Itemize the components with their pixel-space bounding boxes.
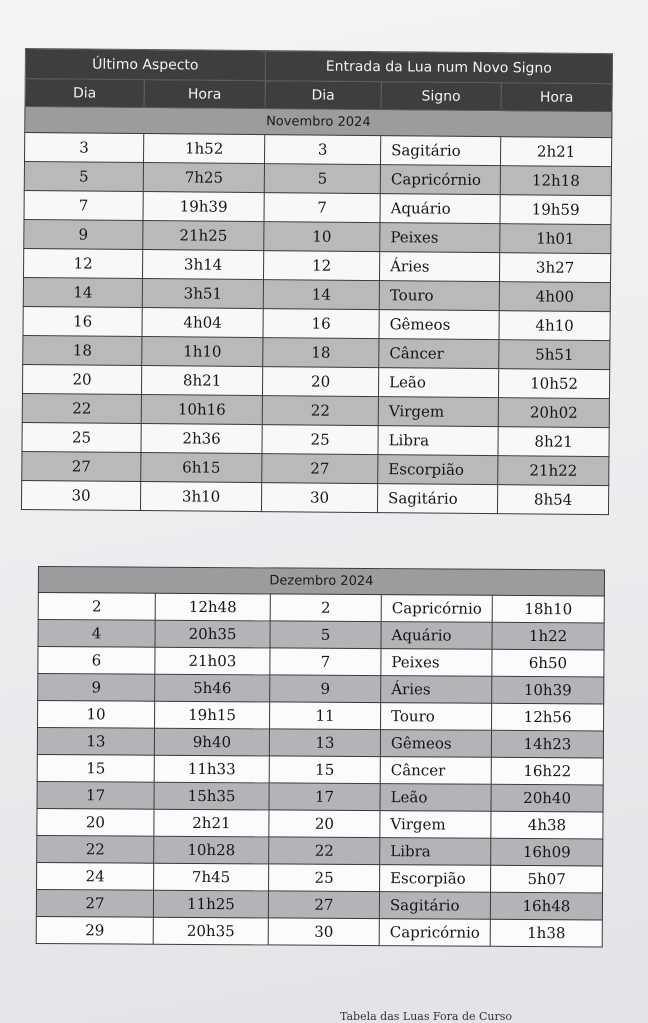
table-row [37, 754, 603, 784]
aspect-time-cell: 3h10 [140, 482, 261, 512]
aspect-time-cell: 4h04 [142, 308, 263, 338]
sign-cell: Aquário [381, 622, 492, 650]
december-rows [36, 593, 604, 947]
entry-time-cell: 4h00 [499, 282, 610, 312]
aspect-day-cell: 13 [37, 728, 154, 756]
entry-day-cell: 22 [269, 837, 380, 865]
entry-time-cell: 12h56 [492, 703, 604, 731]
entry-time-cell: 12h18 [500, 166, 611, 196]
entry-day-cell: 5 [270, 621, 381, 649]
aspect-day-cell: 18 [23, 335, 142, 365]
aspect-day-cell: 9 [38, 674, 155, 702]
entry-day-cell: 22 [262, 396, 378, 426]
aspect-day-cell: 20 [22, 364, 141, 394]
aspect-day-cell: 15 [37, 754, 154, 782]
aspect-day-cell: 30 [21, 480, 140, 510]
entry-time-cell: 19h59 [500, 195, 611, 225]
aspect-day-cell: 22 [22, 393, 141, 423]
aspect-time-cell: 6h15 [141, 453, 262, 483]
col-dia-header: Dia [25, 79, 144, 108]
sign-cell: Aquário [380, 194, 500, 224]
entry-time-cell: 10h52 [498, 369, 609, 399]
entry-day-cell: 27 [268, 891, 379, 919]
month-title: Dezembro 2024 [38, 567, 604, 596]
sign-cell: Sagitário [377, 484, 497, 514]
sign-cell: Escorpião [378, 455, 498, 485]
sign-cell: Virgem [380, 811, 491, 839]
aspect-time-cell: 11h33 [154, 755, 269, 783]
last-aspect-header: Último Aspecto [25, 49, 265, 81]
entry-day-cell: 10 [264, 222, 380, 252]
entry-time-cell: 8h21 [498, 427, 609, 457]
entry-day-cell: 30 [261, 483, 377, 513]
aspect-day-cell: 17 [37, 781, 154, 809]
entry-day-cell: 5 [264, 164, 380, 194]
aspect-time-cell: 3h51 [142, 279, 263, 309]
entry-time-cell: 20h40 [491, 784, 603, 812]
aspect-day-cell: 24 [37, 862, 154, 890]
table-row [37, 781, 603, 811]
aspect-day-cell: 22 [37, 835, 154, 863]
aspect-time-cell: 19h15 [155, 701, 270, 729]
table-row [38, 620, 604, 650]
entry-time-cell: 18h10 [492, 595, 604, 623]
col-hora-header: Hora [144, 80, 265, 109]
entry-day-cell: 7 [270, 648, 381, 676]
aspect-time-cell: 15h35 [154, 782, 269, 810]
table-row [38, 674, 604, 704]
entry-day-cell: 25 [262, 425, 378, 455]
aspect-day-cell: 12 [23, 248, 142, 278]
entry-time-cell: 5h51 [499, 340, 610, 370]
entry-day-cell: 9 [270, 675, 381, 703]
sign-cell: Libra [380, 838, 491, 866]
sign-cell: Capricórnio [381, 595, 492, 623]
entry-day-cell: 20 [269, 810, 380, 838]
entry-day-cell: 20 [262, 367, 378, 397]
entry-day-cell: 3 [265, 135, 381, 165]
table-row [37, 808, 603, 838]
entry-time-cell: 16h22 [491, 757, 603, 785]
november-table [21, 48, 613, 515]
entry-day-cell: 16 [263, 309, 379, 339]
aspect-day-cell: 27 [22, 451, 141, 481]
aspect-day-cell: 20 [37, 808, 154, 836]
table-row [36, 889, 602, 919]
aspect-day-cell: 25 [22, 422, 141, 452]
entry-time-cell: 3h27 [499, 253, 610, 283]
entry-day-cell: 30 [268, 918, 379, 946]
entry-time-cell: 1h22 [492, 622, 604, 650]
table-row [38, 701, 604, 731]
sign-cell: Câncer [380, 757, 491, 785]
entry-time-cell: 21h22 [498, 456, 609, 486]
entry-time-cell: 16h09 [491, 838, 603, 866]
moon-entry-header: Entrada da Lua num Novo Signo [265, 51, 612, 84]
entry-time-cell: 16h48 [490, 892, 602, 920]
aspect-time-cell: 7h45 [154, 863, 269, 891]
sign-cell: Libra [378, 426, 498, 456]
entry-time-cell: 8h54 [497, 485, 608, 515]
aspect-time-cell: 2h21 [154, 809, 269, 837]
aspect-time-cell: 9h40 [154, 728, 269, 756]
aspect-day-cell: 10 [38, 701, 155, 729]
aspect-day-cell: 4 [38, 620, 155, 648]
entry-time-cell: 2h21 [501, 137, 612, 167]
entry-time-cell: 6h50 [492, 649, 604, 677]
table-row [37, 835, 603, 865]
sign-cell: Peixes [381, 649, 492, 677]
col-signo-header: Signo [381, 82, 501, 111]
sign-cell: Leão [380, 784, 491, 812]
aspect-time-cell: 3h14 [142, 250, 263, 280]
sign-cell: Escorpião [380, 865, 491, 893]
sign-cell: Sagitário [381, 136, 501, 166]
aspect-day-cell: 27 [36, 889, 153, 917]
sign-cell: Virgem [378, 397, 498, 427]
november-rows [21, 133, 611, 515]
entry-day-cell: 11 [270, 702, 381, 730]
entry-time-cell: 20h02 [498, 398, 609, 428]
sign-cell: Gêmeos [380, 730, 491, 758]
entry-day-cell: 15 [269, 756, 380, 784]
aspect-day-cell: 2 [38, 593, 155, 621]
aspect-day-cell: 16 [23, 306, 142, 336]
entry-day-cell: 14 [263, 280, 379, 310]
month-title: Novembro 2024 [25, 107, 612, 138]
aspect-day-cell: 9 [24, 219, 143, 249]
table-row [37, 728, 603, 758]
entry-day-cell: 2 [270, 594, 381, 622]
col-dia-header: Dia [265, 81, 381, 110]
aspect-time-cell: 1h52 [144, 134, 265, 164]
page-footer-caption: Tabela das Luas Fora de Curso [340, 1010, 513, 1023]
table-row [37, 862, 603, 892]
aspect-day-cell: 29 [36, 916, 153, 944]
entry-time-cell: 14h23 [491, 730, 603, 758]
sign-cell: Leão [378, 368, 498, 398]
month-row [38, 567, 604, 596]
aspect-time-cell: 1h10 [142, 337, 263, 367]
entry-day-cell: 12 [264, 251, 380, 281]
aspect-time-cell: 11h25 [153, 890, 268, 918]
aspect-time-cell: 8h21 [141, 366, 262, 396]
aspect-time-cell: 7h25 [143, 163, 264, 193]
sign-cell: Câncer [379, 339, 499, 369]
sign-cell: Capricórnio [379, 919, 490, 947]
entry-time-cell: 10h39 [492, 676, 604, 704]
aspect-time-cell: 10h28 [154, 836, 269, 864]
sign-cell: Áries [379, 252, 499, 282]
entry-time-cell: 4h10 [499, 311, 610, 341]
table-row [36, 916, 602, 946]
aspect-time-cell: 19h39 [143, 192, 264, 222]
sign-cell: Touro [381, 703, 492, 731]
aspect-day-cell: 6 [38, 647, 155, 675]
entry-time-cell: 1h01 [500, 224, 611, 254]
aspect-day-cell: 7 [24, 190, 143, 220]
aspect-time-cell: 21h25 [143, 221, 264, 251]
aspect-time-cell: 21h03 [155, 647, 270, 675]
december-table [36, 566, 605, 947]
entry-day-cell: 27 [262, 454, 378, 484]
col-hora-header: Hora [501, 83, 612, 112]
sign-cell: Peixes [380, 223, 500, 253]
aspect-time-cell: 20h35 [155, 620, 270, 648]
table-row [38, 593, 604, 623]
aspect-day-cell: 3 [25, 133, 144, 163]
aspect-day-cell: 5 [24, 162, 143, 192]
sign-cell: Capricórnio [380, 165, 500, 195]
aspect-time-cell: 2h36 [141, 424, 262, 454]
entry-day-cell: 7 [264, 193, 380, 223]
entry-day-cell: 18 [263, 338, 379, 368]
table-row [38, 647, 604, 677]
table-row [21, 480, 608, 514]
entry-day-cell: 25 [269, 864, 380, 892]
entry-time-cell: 4h38 [491, 811, 603, 839]
sign-cell: Áries [381, 676, 492, 704]
aspect-time-cell: 10h16 [141, 395, 262, 425]
sign-cell: Sagitário [379, 892, 490, 920]
entry-time-cell: 5h07 [491, 865, 603, 893]
sign-cell: Gêmeos [379, 310, 499, 340]
aspect-time-cell: 5h46 [155, 674, 270, 702]
entry-day-cell: 17 [269, 783, 380, 811]
entry-day-cell: 13 [269, 729, 380, 757]
entry-time-cell: 1h38 [490, 919, 602, 947]
aspect-day-cell: 14 [23, 277, 142, 307]
aspect-time-cell: 20h35 [153, 917, 268, 945]
aspect-time-cell: 12h48 [155, 593, 270, 621]
sign-cell: Touro [379, 281, 499, 311]
